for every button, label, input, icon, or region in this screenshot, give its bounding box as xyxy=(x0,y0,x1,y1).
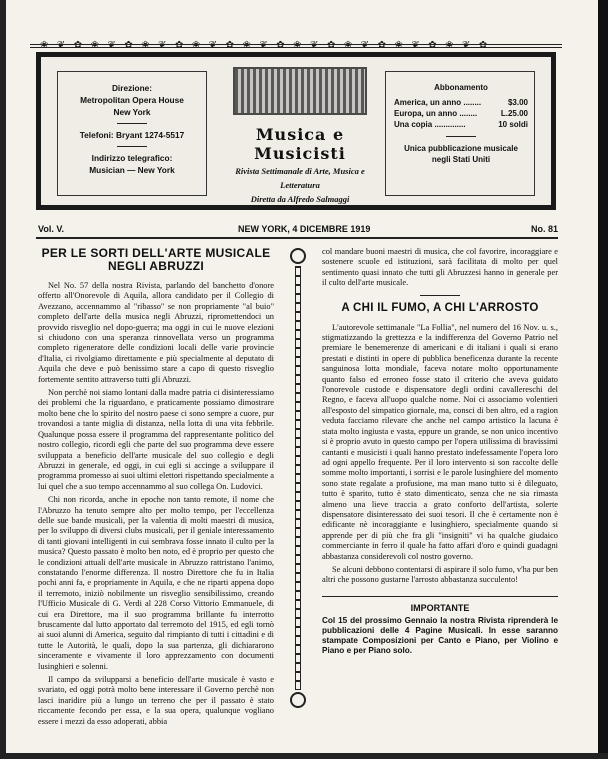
subtitle-line-2: Letteratura xyxy=(280,180,320,190)
divider-bar xyxy=(295,266,301,690)
article-paragraph: Se alcuni debbono contentarsi di aspirare il solo fumo, v'ha pur ben altri che possono gustarne l'arrosto abbastanza succulento! xyxy=(322,564,558,585)
divider-knob xyxy=(290,248,306,264)
issue-date: NEW YORK, 4 DICEMBRE 1919 xyxy=(238,224,371,234)
price-row xyxy=(394,108,528,119)
divider-knob xyxy=(290,692,306,708)
page-edge-right xyxy=(598,0,608,759)
subtitle-line-3: Diretta da Alfredo Salmaggi xyxy=(250,194,350,204)
price-label: America, un anno ........ xyxy=(394,98,482,107)
telefoni: Telefoni: Bryant 1274-5517 xyxy=(79,130,185,140)
volume-number: Vol. V. xyxy=(38,224,65,234)
direzione-label: Direzione: xyxy=(111,83,153,93)
article-paragraph: L'autorevole settimanale "La Follia", nel numero del 16 Nov. u. s., stigmatizzando la grettezza e la indifferenza del Governo Patrio nel premiare le benemerenze di americani e di italiani i quali si erano prestati e distinti in opere di pubblica beneficenza durante la recente sanguinosa lotta mondiale, faceva notare molto opportunamente quanto falso ed erroneo fosse stato il criterio che aveva guidato l'onorevole custode e dispensatore degli ordini cavallereschi del Regno, e faceva all'uopo qualche nome. Noi ci associamo volentieri all'esposto del simpatico giornale, ma, consci di ben altro, ed a ragion veduta facciamo rilevare che anche nel campo artistico la lacuna è stata molto ingiusta e vasta, eppure un grande, se non unico incentivo si è proprio avuto in questo campo per l'opera utilissima di bravissimi cantanti e musicisti i quali hanno prestato indefessamente l'opera loro ad ogni appello frequente. Per il loro intervento si son raccolte delle somme molto importanti, i sorrisi e le parole lusinghiere del momento sono state regalate a profusione, ma man mano tutto si è dileguato, tutto è sparito, tutto è stato dimenticato, senza che ne sia rimasta almeno una lieve traccia a grato conforto dell'artista, solerte dispensatore disinteressato dei suoi tesori. Il che è certamente non è edificante nè incoraggiante e lusinghiero, specialmente quando si apprende per di più che fra gli "insigniti" vi ha qualche giudaico commerciante in ferro il quale ha fatto affari d'oro e quindi guadagni abbastanza considerevoli col nostro governo. xyxy=(322,322,558,561)
masthead-subscription-box xyxy=(385,71,535,196)
unique-publication-line-1: Unica pubblicazione musicale xyxy=(404,144,518,153)
subtitle-line-1: Rivista Settimanale di Arte, Musica e xyxy=(235,166,365,176)
divider xyxy=(446,136,476,137)
price-value: L.25.00 xyxy=(500,109,528,118)
page-edge-left xyxy=(0,0,6,759)
notice-text: Col 15 del prossimo Gennaio la nostra Rivista riprenderà le pubblicazioni delle 4 Pagine Musicali. In esse saranno stampate Composizioni per Canto e Piano, per Violino e Piano e per Piano solo. xyxy=(322,616,558,656)
unique-publication-line-2: negli Stati Uniti xyxy=(431,155,491,164)
indirizzo-label: Indirizzo telegrafico: xyxy=(91,153,173,163)
article-paragraph: Chi non ricorda, anche in epoche non tanto remote, il nome che l'Abruzzo ha tenuto sempre alto per molto tempo, per l'eccellenza delle sue bande musicali, per la valentia di molti maestri di musica, per lo sviluppo di diversi clubs musicali, per il geniale interessamento di tanti giovani intelligenti in cui sembrava fosse innato il culto per la musica? Questo passato è molto ben noto, ed è proprio per questo che le condizioni attuali dell'arte musicale in Abruzzo rattristano l'animo, constatando l'enorme differenza. Il nostro Direttore che fu in Italia pochi anni fa, e propriamente in Aquila, e che ne riparti appena dopo il terremoto, iniziò nobilmente un risveglio sensibilissimo, creando l'Ufficio Musicale di G. Verdi al 228 Corso Vittorio Emmanuele, di cui era Direttore, ma il suo programma brillante fu interrotto bruscamente dal lutto apportato dal terremoto del 1915, ed egli tornò ai suoi alunni di America, seguito dal rimpianto di tutti i cittadini e di tutte le Autorità, le quali, dopo la sua partenza, gli dichiararono sinceramente e vivamente il loro apprezzamento con documenti lusinghieri e solenni. xyxy=(38,495,274,671)
price-row xyxy=(394,97,528,108)
article-paragraph: Nel No. 57 della nostra Rivista, parlando del banchetto d'onore offerto all'Onorevole di Aquila, allora candidato per il Collegio di Avezzano, accennammo al "ribasso" se non propriamente "al buio" completo dell'arte della musica negli Abruzzi, ripromettendoci un provvido risveglio nel dopo-guerra; ma oggi in cui le nuove elezioni si chiudono con una speranza rinnovellata verso un programma completo rigeneratore delle condizioni locali delle varie provincie d'Italia, ci rivolgiamo direttamente e più specialmente al deputato di Aquila che deve e può benissimo stare a capo di questo risveglio fortemente sentito attraverso tutti gli Abruzzi. xyxy=(38,281,274,384)
article-headline xyxy=(38,247,274,273)
page-edge-bottom xyxy=(0,753,608,759)
price-value: $3.00 xyxy=(507,98,528,107)
direzione-line-2: New York xyxy=(113,107,151,117)
price-value: 10 soldi xyxy=(498,120,528,129)
musicians-illustration xyxy=(233,67,367,115)
column-divider-ornament xyxy=(286,248,310,708)
masthead-contact-box xyxy=(57,71,207,196)
price-label: Una copia .............. xyxy=(394,120,466,129)
headline-line-1: PER LE SORTI DELL'ARTE MUSICALE xyxy=(41,246,271,260)
masthead xyxy=(36,52,556,210)
divider xyxy=(117,146,147,147)
divider xyxy=(420,295,460,296)
divider xyxy=(117,123,147,124)
abbonamento-label: Abbonamento xyxy=(434,83,488,92)
column-right xyxy=(322,247,558,717)
issue-number: No. 81 xyxy=(530,224,558,234)
column-left xyxy=(38,246,274,726)
dateline-rule xyxy=(36,237,558,239)
price-label: Europa, un anno ........ xyxy=(394,109,478,118)
headline-line-2: NEGLI ABRUZZI xyxy=(107,259,205,273)
article-paragraph: Non perchè noi siamo lontani dalla madre patria ci disinteressiamo dei problemi che la riguardano, e praticamente possiamo dimostrare molto bene che lo spirito del nostro paese ci sono sempre a cuore, pur trovandosi a tante miglia di distanza, nella lotta di una vita febbrile. Qualunque possa essere il programma del rappresentante politico del nostro collegio, ricordi egli che parte del suo programma deve essere sviluppata a beneficio dell'arte musicale del suo collegio e degli Abruzzi in generale, ed oggi, in cui egli si accinge a sviluppare il programma promesso ai suoi ultimi elettori rispettando specialmente a lui quel che a suo tempo accennammo al suo collega On. Ludovici. xyxy=(38,388,274,491)
masthead-title-block xyxy=(219,67,381,204)
floral-ornament: ❀ ❦ ✿ ❀ ❦ ✿ ❀ ❦ ✿ ❀ ❦ ✿ ❀ ❦ ✿ ❀ ❦ ✿ ❀ ❦ ✿ ❀ ❦ ✿ ❀ ❦ ✿ xyxy=(40,40,491,51)
article-headline: A CHI IL FUMO, A CHI L'ARROSTO xyxy=(341,301,539,314)
price-row xyxy=(394,119,528,130)
publication-title: Musica e Musicisti xyxy=(254,125,346,163)
notice-header: IMPORTANTE xyxy=(322,596,558,613)
article-paragraph: Il campo da svilupparsi a beneficio dell'arte musicale è vasto e svariato, ed oggi potrà molto bene interessare il Governo perchè non lasci inaridire più a lungo un terreno che per il passato è stato riccamente fecondo per essa, e la sua opera, qualunque vogliano essere i mezzi da esso adoperati, abbia xyxy=(38,675,274,726)
direzione-line-1: Metropolitan Opera House xyxy=(80,95,184,105)
article-continuation: col mandare buoni maestri di musica, che col favorire, incoraggiare e sostenere scuole ed istituzioni, sarà facilitata di molto per quel sentimento quasi innato che tutti gli Abruzzesi hanno in generale per il culto dell'arte musicale. xyxy=(322,247,558,288)
indirizzo: Musician — New York xyxy=(89,165,175,175)
